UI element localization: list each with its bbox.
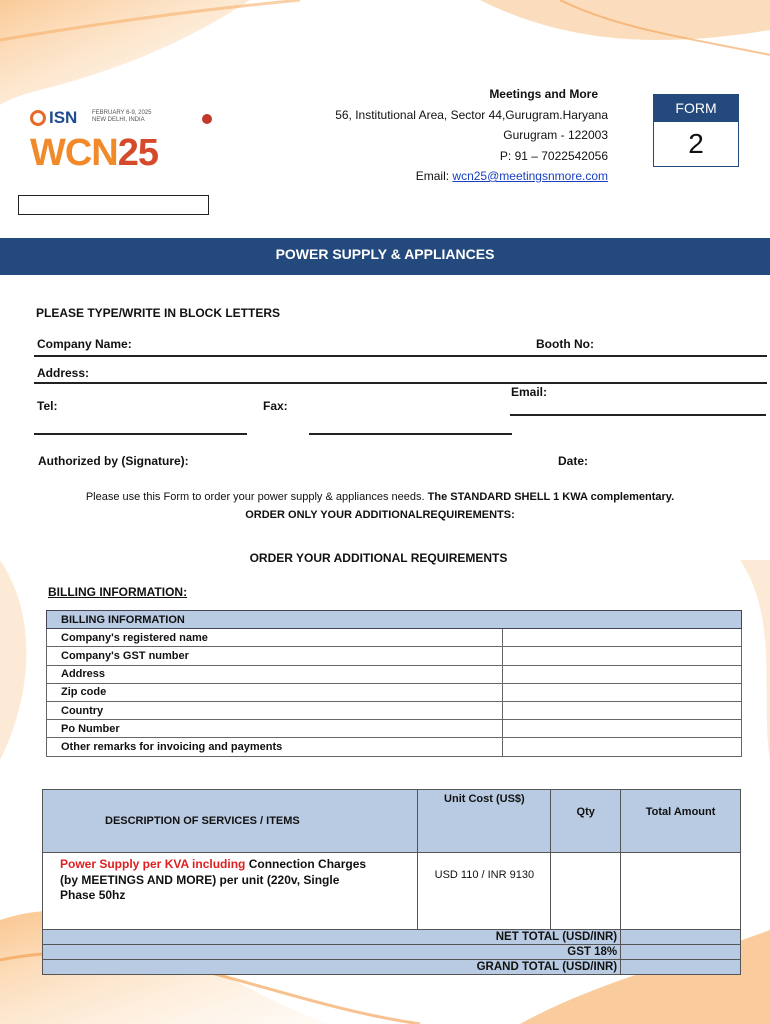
reference-input-box[interactable] [18,195,209,215]
logo-event-name: WCN [30,132,118,174]
power-supply-item-description [43,853,418,930]
net-total-label: NET TOTAL (USD/INR) [43,930,621,945]
table-row [47,665,742,683]
services-order-table [42,789,741,975]
qty-header: Qty [551,790,621,853]
total-amount-header: Total Amount [621,790,741,853]
billing-row-label: Country [47,701,503,719]
fax-field[interactable] [309,433,512,435]
address-label: Address: [37,366,90,380]
organizer-phone: P: 91 – 7022542056 [499,148,608,163]
table-row [47,738,742,756]
grand-total-label: GRAND TOTAL (USD/INR) [43,960,621,975]
partner-badge-icon [202,114,212,124]
net-total-value[interactable] [621,930,741,945]
notice-bold-text: The STANDARD SHELL 1 KWA complementary. [427,491,675,503]
notice-line2: ORDER ONLY YOUR ADDITIONALREQUIREMENTS: [245,509,515,521]
billing-zip-code-input[interactable] [503,683,742,701]
page-title-banner: POWER SUPPLY & APPLIANCES [0,238,770,275]
gst-value[interactable] [621,945,741,960]
billing-table-header-cell: BILLING INFORMATION [47,611,742,629]
form-notice [40,488,720,524]
organizer-address-line1: 56, Institutional Area, Sector 44,Gurugram.Haryana [335,107,608,122]
table-row [47,647,742,665]
form-label: FORM [654,95,738,122]
billing-row-label: Address [47,665,503,683]
form-number-box [653,94,739,167]
wcn-logo-wordmark [30,132,158,175]
billing-information-table [46,610,742,757]
organizer-address-line2: Gurugram - 122003 [503,128,608,142]
email-field-label: Email: [511,385,548,399]
billing-po-number-input[interactable] [503,720,742,738]
table-row [43,853,741,930]
billing-registered-name-input[interactable] [503,629,742,647]
billing-table-header [47,611,742,629]
billing-gst-number-input[interactable] [503,647,742,665]
company-name-label: Company Name: [37,337,132,351]
unit-cost-header: Unit Cost (US$) [418,790,551,853]
billing-address-input[interactable] [503,665,742,683]
billing-row-label: Other remarks for invoicing and payments [47,738,503,756]
organizer-details [288,84,608,187]
billing-row-label: Company's registered name [47,629,503,647]
block-letters-instruction: PLEASE TYPE/WRITE IN BLOCK LETTERS [36,306,281,320]
table-row [47,683,742,701]
wcn25-logo [30,106,210,176]
company-name-field[interactable] [34,355,767,357]
notice-line1 [40,488,720,506]
power-supply-total-amount [621,853,741,930]
organizer-name: Meetings and More [489,87,598,101]
billing-information-title: BILLING INFORMATION: [48,585,188,599]
form-number: 2 [688,128,704,159]
table-row [47,720,742,738]
billing-row-label: Zip code [47,683,503,701]
services-table-header [43,790,741,853]
logo-event-dates: FEBRUARY 6-9, 2025 NEW DELHI, INDIA [92,110,152,123]
authorized-signature-label: Authorized by (Signature): [38,454,189,468]
address-field[interactable] [34,382,767,384]
power-supply-qty-input[interactable] [551,853,621,930]
notice-text: Please use this Form to order your power supply & appliances needs. [85,491,428,503]
tel-field[interactable] [34,433,247,435]
order-requirements-title: ORDER YOUR ADDITIONAL REQUIREMENTS [249,551,508,565]
fax-label: Fax: [263,399,288,413]
grand-total-value[interactable] [621,960,741,975]
item-description-highlight: Power Supply per KVA including [60,857,246,871]
logo-event-year: 25 [117,132,159,174]
date-label: Date: [558,454,589,468]
isn-logo-mark-icon [30,110,46,126]
billing-country-input[interactable] [503,701,742,719]
table-row [47,629,742,647]
table-row [43,945,741,960]
power-supply-unit-cost: USD 110 / INR 9130 [418,853,551,930]
billing-row-label: Company's GST number [47,647,503,665]
isn-logo [30,108,77,128]
description-header: DESCRIPTION OF SERVICES / ITEMS [43,790,418,853]
booth-no-label: Booth No: [536,337,594,351]
table-row [43,960,741,975]
isn-logo-text: ISN [49,108,78,127]
item-description-text: Connection Charges (by MEETINGS AND MORE) per unit (220v, Single Phase 50hz [60,857,367,902]
email-label: Email: [415,169,453,183]
email-field[interactable] [510,414,766,416]
billing-remarks-input[interactable] [503,738,742,756]
organizer-email-link[interactable]: wcn25@meetingsnmore.com [452,169,608,183]
organizer-email-row [288,166,608,187]
gst-label: GST 18% [43,945,621,960]
billing-row-label: Po Number [47,720,503,738]
table-row [43,930,741,945]
table-row [47,701,742,719]
tel-label: Tel: [37,399,58,413]
